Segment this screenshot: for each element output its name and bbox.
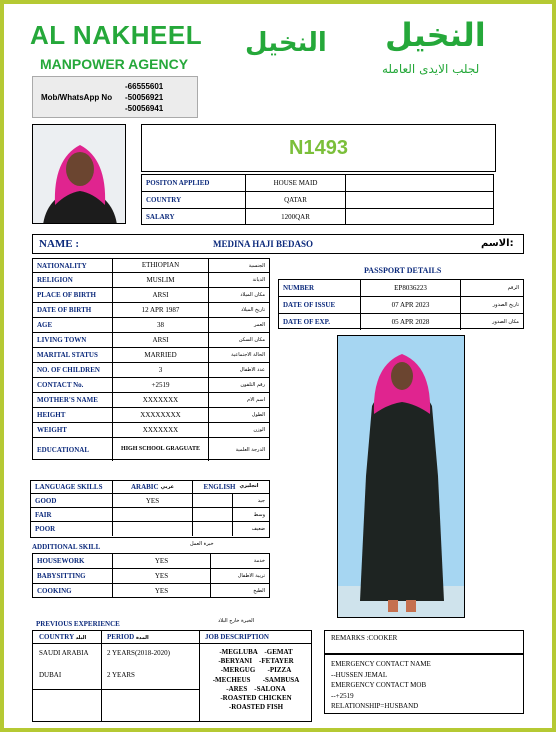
exp-country: SAUDI ARABIA [39, 649, 89, 657]
skill-arabic: الطبخ [253, 587, 265, 594]
personal-arabic: الجنسية [248, 262, 265, 269]
job-line: -MERGUG -PIZZA [220, 666, 292, 675]
language-level: GOOD [31, 494, 113, 507]
passport-row [279, 280, 523, 297]
personal-value: 12 APR 1987 [113, 303, 209, 317]
emergency-line: RELATIONSHIP=HUSBAND [331, 702, 419, 710]
personal-row [33, 348, 269, 363]
exp-period: 2 YEARS(2018-2020) [107, 649, 170, 657]
arabic-agency-name: النخيل [385, 16, 486, 54]
personal-value: HIGH SCHOOL GRAGUATE [113, 438, 209, 461]
personal-label: MARITAL STATUS [33, 348, 113, 362]
emergency-line: EMERGENCY CONTACT MOB [331, 681, 427, 689]
personal-label: HEIGHT [33, 408, 113, 422]
personal-row [33, 318, 269, 333]
ref-code-box [141, 124, 496, 172]
personal-label: NO. OF CHILDREN [33, 363, 113, 377]
job-label: POSITON APPLIED [142, 175, 246, 191]
personal-label: CONTACT No. [33, 378, 113, 392]
personal-arabic: العمر [254, 322, 265, 328]
personal-value: +2519 [113, 378, 209, 392]
personal-value: MARRIED [113, 348, 209, 362]
name-arabic-label: الاسم: [481, 238, 514, 249]
col-job: JOB DESCRIPTION [205, 633, 269, 641]
language-arabic-value: YES [113, 494, 193, 507]
job-row [142, 175, 493, 192]
passport-arabic: تاريخ الصدور [492, 302, 519, 308]
job-label: COUNTRY [142, 192, 246, 208]
personal-label: EDUCATIONAL [33, 438, 113, 461]
personal-row [33, 288, 269, 303]
job-line: -BERYANI -FETAYER [218, 657, 294, 666]
language-arabic-value [113, 522, 193, 536]
skills-table [32, 553, 270, 598]
contact-label: Mob/WhatsApp No [41, 93, 113, 102]
phone-3: -50056941 [125, 104, 164, 113]
personal-arabic: تاريخ الميلاد [240, 307, 265, 313]
experience-title-ar: الخبرة خارج البلاد [218, 618, 255, 624]
job-description [201, 648, 311, 712]
exp-period: 2 YEARS [107, 671, 135, 679]
personal-arabic: الطول [251, 412, 265, 418]
passport-label: NUMBER [279, 280, 361, 296]
passport-table [278, 279, 524, 329]
job-row [142, 209, 493, 224]
remarks-box [324, 630, 524, 654]
job-value: HOUSE MAID [246, 175, 346, 191]
agency-name: AL NAKHEEL [30, 20, 203, 50]
job-line: -ROASTED CHICKEN [220, 694, 292, 703]
personal-arabic: الحالة الاجتماعية [231, 352, 265, 358]
personal-row [33, 393, 269, 408]
job-line: -ROASTED FISH [228, 703, 284, 712]
personal-arabic: الوزن [253, 427, 265, 433]
job-value: 1200QAR [246, 209, 346, 224]
language-level: FAIR [31, 508, 113, 521]
personal-table [32, 258, 270, 460]
personal-arabic: مكان السكن [238, 337, 265, 343]
job-label: SALARY [142, 209, 246, 224]
personal-value: 3 [113, 363, 209, 377]
emergency-line: EMERGENCY CONTACT NAME [331, 660, 431, 668]
arabic-agency-subtitle: لجلب الايدى العامله [382, 62, 480, 76]
personal-label: AGE [33, 318, 113, 332]
skill-row [33, 554, 269, 569]
job-line: -MECHEUS -SAMBUSA [212, 675, 300, 684]
ref-code: N1493 [289, 136, 348, 159]
skill-label: COOKING [33, 584, 113, 597]
personal-row [33, 333, 269, 348]
exp-country: DUBAI [39, 671, 62, 679]
language-row [31, 508, 269, 522]
passport-value: EP8036223 [361, 280, 461, 296]
passport-value: 05 APR 2028 [361, 314, 461, 330]
personal-row [33, 438, 269, 461]
personal-row [33, 363, 269, 378]
passport-arabic: الرقم [507, 285, 519, 291]
english-column-ar: انجليزي [239, 483, 259, 489]
language-level-ar: وسط [253, 511, 265, 518]
personal-arabic: الديانة [252, 277, 265, 283]
passport-label: DATE OF EXP. [279, 314, 361, 330]
arabic-column: ARABIC [130, 483, 159, 491]
name-label: NAME : [39, 238, 80, 250]
skills-title: ADDITIONAL SKILL [32, 543, 101, 551]
personal-row [33, 303, 269, 318]
language-level-ar: ضعيف [251, 526, 265, 532]
personal-value: ARSI [113, 288, 209, 302]
passport-title: PASSPORT DETAILS [364, 266, 442, 275]
skills-title-ar: خبرة العمل [190, 541, 214, 547]
skill-value: YES [113, 584, 211, 597]
personal-label: PLACE OF BIRTH [33, 288, 113, 302]
personal-arabic: مكان الميلاد [240, 292, 265, 298]
language-table [30, 480, 270, 538]
experience-table [32, 630, 312, 722]
language-level: POOR [31, 522, 113, 536]
personal-value: ARSI [113, 333, 209, 347]
col-country: COUNTRY البلد [39, 633, 87, 641]
job-row [142, 192, 493, 209]
language-english-value [193, 494, 233, 507]
personal-label: NATIONALITY [33, 259, 113, 272]
personal-row [33, 408, 269, 423]
skill-label: BABYSITTING [33, 569, 113, 583]
personal-row [33, 273, 269, 288]
personal-row [33, 423, 269, 438]
language-header: LANGUAGE SKILLS [31, 481, 113, 493]
agency-subtitle: MANPOWER AGENCY [40, 56, 189, 72]
emergency-box [324, 654, 524, 714]
skill-arabic: خدمة [253, 558, 265, 564]
personal-label: RELIGION [33, 273, 113, 287]
passport-arabic: مكان الصدور [492, 319, 519, 325]
language-row [31, 522, 269, 536]
skill-value: YES [113, 554, 211, 568]
skill-value: YES [113, 569, 211, 583]
personal-value: ETHIOPIAN [113, 259, 209, 272]
personal-arabic: اسم الام [247, 397, 265, 403]
emergency-line: --HUSSEN JEMAL [331, 670, 388, 679]
passport-label: DATE OF ISSUE [279, 297, 361, 313]
personal-label: MOTHER'S NAME [33, 393, 113, 407]
personal-value: 38 [113, 318, 209, 332]
col-period: PERIOD المدة [107, 633, 149, 641]
skill-row [33, 569, 269, 584]
language-english-value [193, 508, 233, 521]
language-english-value [193, 522, 233, 536]
personal-label: DATE OF BIRTH [33, 303, 113, 317]
passport-row [279, 314, 523, 330]
emergency-line: --+2519 [331, 691, 354, 700]
remarks-text: REMARKS :COOKER [331, 634, 398, 642]
contact-box [32, 76, 198, 118]
language-row [31, 494, 269, 508]
personal-value: MUSLIM [113, 273, 209, 287]
skill-row [33, 584, 269, 597]
full-body-photo [337, 335, 465, 618]
portrait-photo [32, 124, 126, 224]
job-line: -MEGLUBA -GEMAT [219, 648, 293, 656]
personal-label: WEIGHT [33, 423, 113, 437]
arabic-column-ar: عربي [160, 484, 175, 490]
full-name: MEDINA HAJI BEDASO [213, 239, 314, 249]
language-level-ar: جيد [257, 497, 265, 504]
personal-row [33, 378, 269, 393]
personal-row [33, 259, 269, 273]
personal-value: XXXXXXXX [113, 408, 209, 422]
personal-value: XXXXXXX [113, 393, 209, 407]
personal-arabic: الدرجة العلمية [235, 446, 265, 453]
job-value: QATAR [246, 192, 346, 208]
personal-arabic: رقم التلفون [240, 382, 265, 388]
phone-1: -66555601 [125, 82, 164, 91]
job-table [141, 174, 494, 225]
personal-value: XXXXXXX [113, 423, 209, 437]
passport-row [279, 297, 523, 314]
skill-label: HOUSEWORK [33, 554, 113, 568]
phone-2: -50056921 [125, 93, 164, 102]
name-bar [32, 234, 524, 254]
palm-logo-icon: النخيل [245, 28, 327, 58]
job-line: -ARES -SALONA [226, 684, 286, 693]
language-arabic-value [113, 508, 193, 521]
english-column: ENGLISH [203, 483, 236, 491]
personal-label: LIVING TOWN [33, 333, 113, 347]
passport-value: 07 APR 2023 [361, 297, 461, 313]
experience-title: PREVIOUS EXPERIENCE [36, 620, 120, 628]
skill-arabic: تربية الاطفال [237, 573, 265, 579]
personal-arabic: عدد الاطفال [239, 367, 265, 373]
